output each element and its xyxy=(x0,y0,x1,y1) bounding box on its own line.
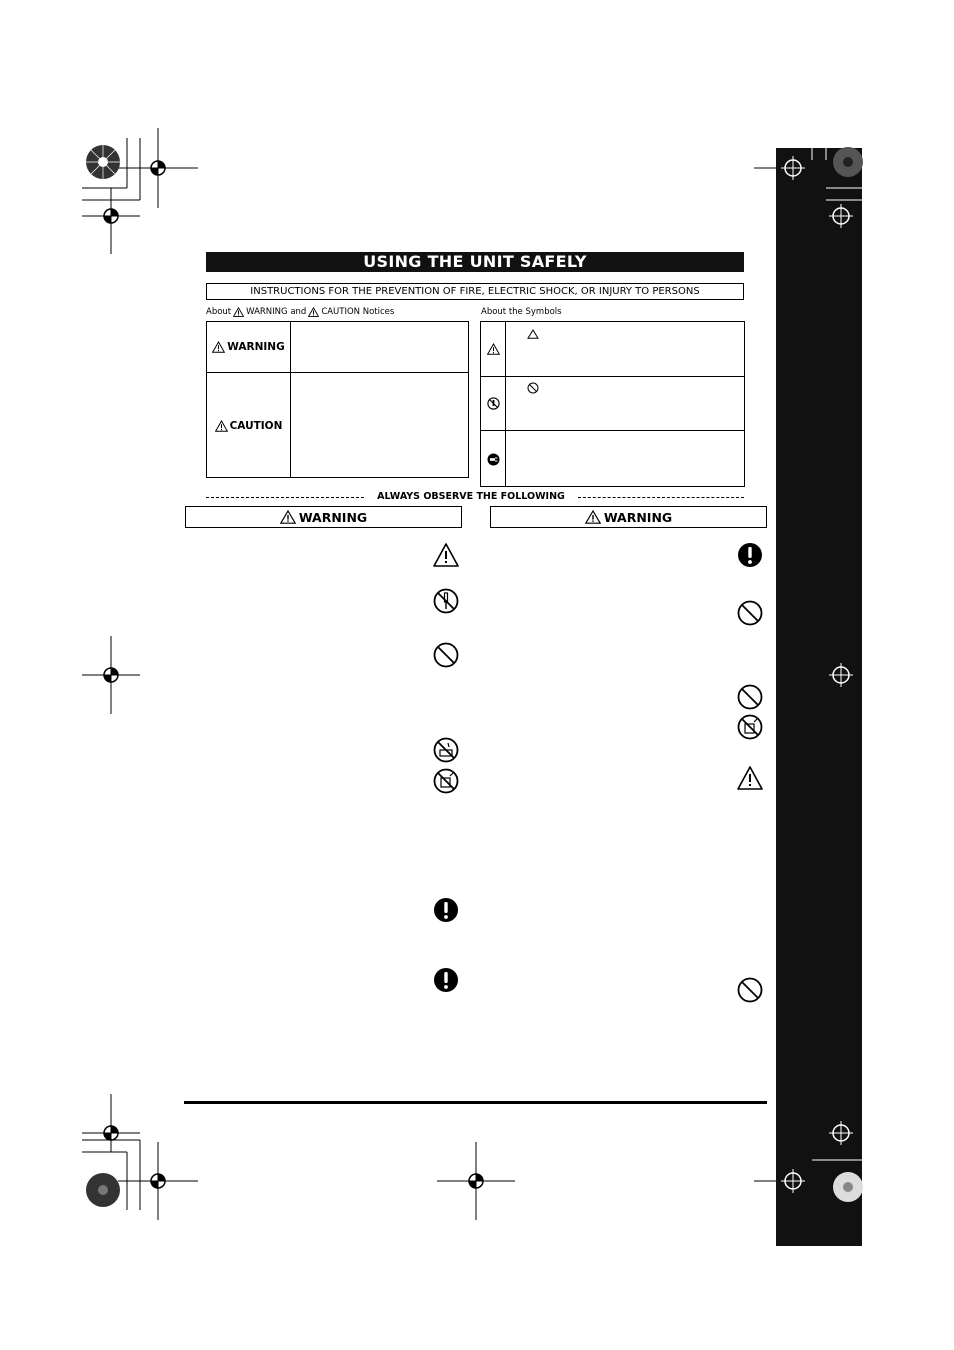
observe-heading: ALWAYS OBSERVE THE FOLLOWING xyxy=(366,491,576,502)
caution-triangle-icon xyxy=(433,542,459,568)
caution-triangle-icon xyxy=(737,765,763,791)
warning-notice-label xyxy=(207,322,291,372)
no-water-icon xyxy=(737,714,763,740)
observe-rule-left xyxy=(206,497,364,498)
page-title: USING THE UNIT SAFELY xyxy=(206,252,744,272)
caution-triangle-icon xyxy=(215,420,228,432)
no-water-icon xyxy=(433,737,459,763)
notices-caption xyxy=(206,307,394,317)
symbol-cell xyxy=(481,431,506,487)
caution-notice-label xyxy=(207,373,291,478)
no-disassemble-icon xyxy=(433,588,459,614)
inline-triangle-icon xyxy=(527,324,539,343)
mandatory-icon xyxy=(737,542,763,568)
warning-notice-row xyxy=(207,322,468,373)
mandatory-icon xyxy=(433,897,459,923)
notices-table xyxy=(206,321,469,478)
caution-label: CAUTION xyxy=(229,419,283,432)
symbol-row-mandatory xyxy=(481,431,744,487)
instructions-banner: INSTRUCTIONS FOR THE PREVENTION OF FIRE, ELECTRIC SHOCK, OR INJURY TO PERSONS xyxy=(206,283,744,300)
prohibited-icon xyxy=(737,684,763,710)
symbols-caption: About the Symbols xyxy=(481,307,562,317)
symbol-cell xyxy=(481,377,506,430)
left-warning-header xyxy=(185,506,462,528)
warning-label: WARNING xyxy=(227,341,285,353)
caution-triangle-icon xyxy=(212,341,225,353)
prohibited-icon xyxy=(737,977,763,1003)
unplug-icon xyxy=(487,453,500,466)
notices-caption-caution: CAUTION Notices xyxy=(321,307,395,317)
caution-triangle-icon xyxy=(487,343,500,355)
inline-prohibited-icon xyxy=(527,379,539,398)
symbols-table xyxy=(480,321,745,487)
caution-triangle-icon xyxy=(233,307,244,317)
caution-triangle-icon xyxy=(308,307,319,317)
right-warning-label: WARNING xyxy=(603,509,673,525)
no-disassemble-icon xyxy=(487,397,500,410)
observe-rule-right xyxy=(578,497,744,498)
symbol-row-triangle xyxy=(481,322,744,377)
caution-triangle-icon xyxy=(585,510,601,524)
left-warning-label: WARNING xyxy=(298,509,368,525)
mandatory-icon xyxy=(433,967,459,993)
footer-rule xyxy=(184,1101,767,1104)
notices-caption-about: About xyxy=(206,307,232,317)
prohibited-icon xyxy=(433,642,459,668)
symbol-row-prohibited xyxy=(481,377,744,431)
caution-notice-row xyxy=(207,373,468,478)
prohibited-icon xyxy=(737,600,763,626)
no-water-icon xyxy=(433,768,459,794)
caution-triangle-icon xyxy=(280,510,296,524)
symbol-cell xyxy=(481,322,506,376)
notices-caption-warning: WARNING and xyxy=(246,307,307,317)
right-warning-header xyxy=(490,506,767,528)
